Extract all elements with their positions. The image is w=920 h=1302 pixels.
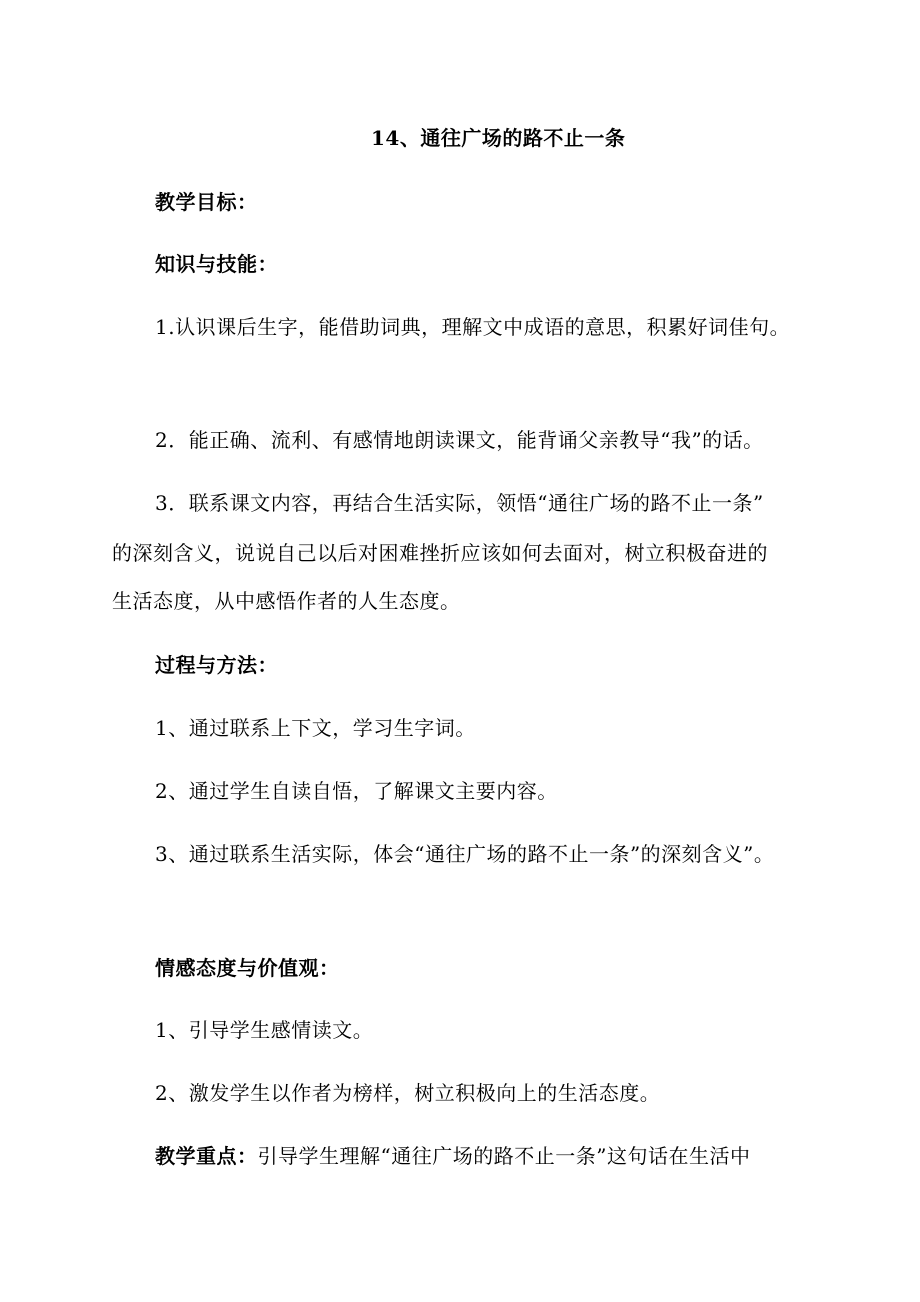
key-point-paragraph [155, 1142, 750, 1170]
key-point-label: 教学重点： [155, 1144, 258, 1168]
emotion-item: 2、激发学生以作者为榜样，树立积极向上的生活态度。 [155, 1081, 661, 1105]
knowledge-item: 1.认识课后生字，能借助词典，理解文中成语的意思，积累好词佳句。 [155, 315, 791, 339]
knowledge-skills-heading: 知识与技能： [155, 252, 278, 276]
teaching-goals-heading: 教学目标： [155, 190, 258, 214]
emotion-values-heading: 情感态度与价值观： [155, 956, 340, 980]
process-methods-heading: 过程与方法： [155, 653, 278, 677]
knowledge-item-continued: 的深刻含义，说说自己以后对困难挫折应该如何去面对，树立积极奋进的 [112, 541, 768, 565]
process-item: 2、通过学生自读自悟，了解课文主要内容。 [155, 779, 558, 803]
key-point-text: 引导学生理解“通往广场的路不止一条”这句话在生活中 [257, 1144, 751, 1168]
knowledge-item-continued: 生活态度，从中感悟作者的人生态度。 [112, 589, 461, 613]
document-title: 14、通往广场的路不止一条 [371, 126, 626, 150]
knowledge-item: 2．能正确、流利、有感情地朗读课文，能背诵父亲教导“我”的话。 [155, 428, 764, 452]
process-item: 1、通过联系上下文，学习生字词。 [155, 716, 476, 740]
process-item: 3、通过联系生活实际，体会“通往广场的路不止一条”的深刻含义”。 [155, 842, 775, 866]
knowledge-item: 3．联系课文内容，再结合生活实际，领悟“通往广场的路不止一条” [155, 491, 764, 515]
emotion-item: 1、引导学生感情读文。 [155, 1018, 374, 1042]
